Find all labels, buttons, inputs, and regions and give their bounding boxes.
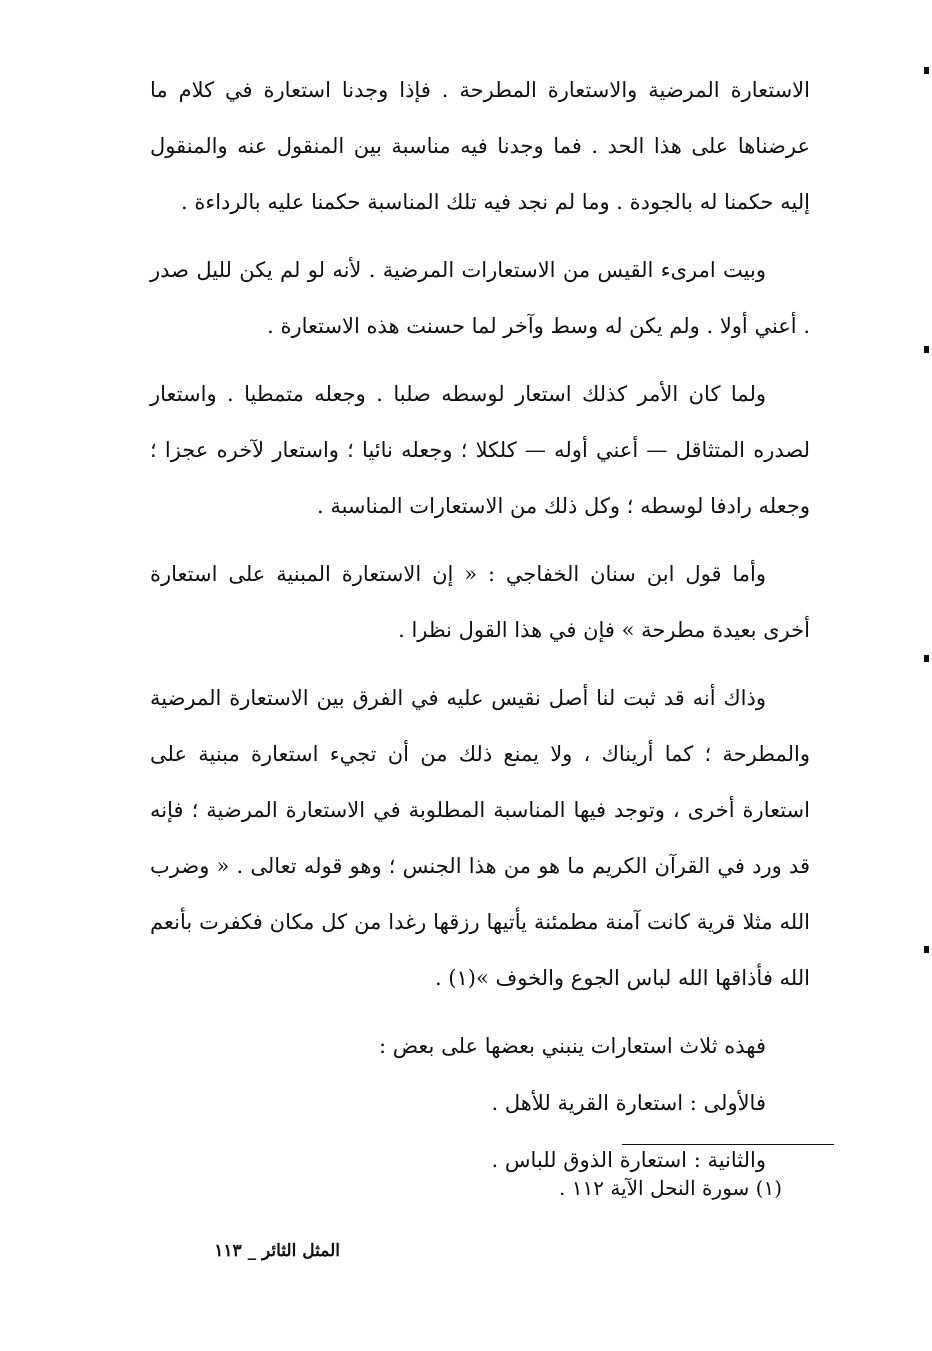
list-item: والثانية : استعارة الذوق للباس .	[491, 1148, 766, 1172]
paragraph: وذاك أنه قد ثبت لنا أصل نقيس عليه في الفرق بين الاستعارة المرضية والمطرحة ؛ كما أريناك ، ولا يمنع ذلك من أن تجيء استعارة مبنية على استعارة أخرى ، وتوجد فيها المناسبة المطلوبة في الاستعارة المرضية ؛ فإنه قد ورد في القرآن الكريم ما هو من هذا الجنس ؛ وهو قوله تعالى . « وضرب الله مثلا قرية كانت آمنة مطمئنة يأتيها رزقها رغدا من كل مكان فكفرت بأنعم الله فأذاقها الله لباس الجوع والخوف »(١) .	[150, 686, 810, 990]
footnote-separator	[622, 1144, 834, 1145]
margin-mark	[924, 946, 929, 953]
footnote: (١) سورة النحل الآية ١١٢ .	[559, 1176, 782, 1200]
list-item: فالأولى : استعارة القرية للأهل .	[491, 1091, 766, 1115]
list-intro: فهذه ثلاث استعارات ينبني بعضها على بعض :	[378, 1034, 766, 1058]
paragraph: وأما قول ابن سنان الخفاجي : « إن الاستعارة المبنية على استعارة أخرى بعيدة مطرحة » فإن في هذا القول نظرا .	[150, 562, 810, 642]
margin-mark	[924, 346, 929, 353]
main-text	[150, 62, 810, 1189]
paragraph: ولما كان الأمر كذلك استعار لوسطه صلبا . وجعله متمطيا . واستعار لصدره المتثاقل — أعني أوله — كلكلا ؛ وجعله نائيا ؛ واستعار لآخره عجزا ؛ وجعله رادفا لوسطه ؛ وكل ذلك من الاستعارات المناسبة .	[150, 382, 810, 518]
margin-mark	[924, 67, 929, 74]
paragraph: الاستعارة المرضية والاستعارة المطرحة . فإذا وجدنا استعارة في كلام ما عرضناها على هذا الحد . فما وجدنا فيه مناسبة بين المنقول عنه والمنقول إليه حكمنا له بالجودة . وما لم نجد فيه تلك المناسبة حكمنا عليه بالرداءة .	[150, 78, 810, 214]
paragraph: وبيت امرىء القيس من الاستعارات المرضية . لأنه لو لم يكن لليل صدر . أعني أولا . ولم يكن له وسط وآخر لما حسنت هذه الاستعارة .	[150, 258, 810, 338]
page-footer: المثل الثائر _ ١١٣	[214, 1241, 340, 1261]
margin-mark	[924, 655, 929, 662]
